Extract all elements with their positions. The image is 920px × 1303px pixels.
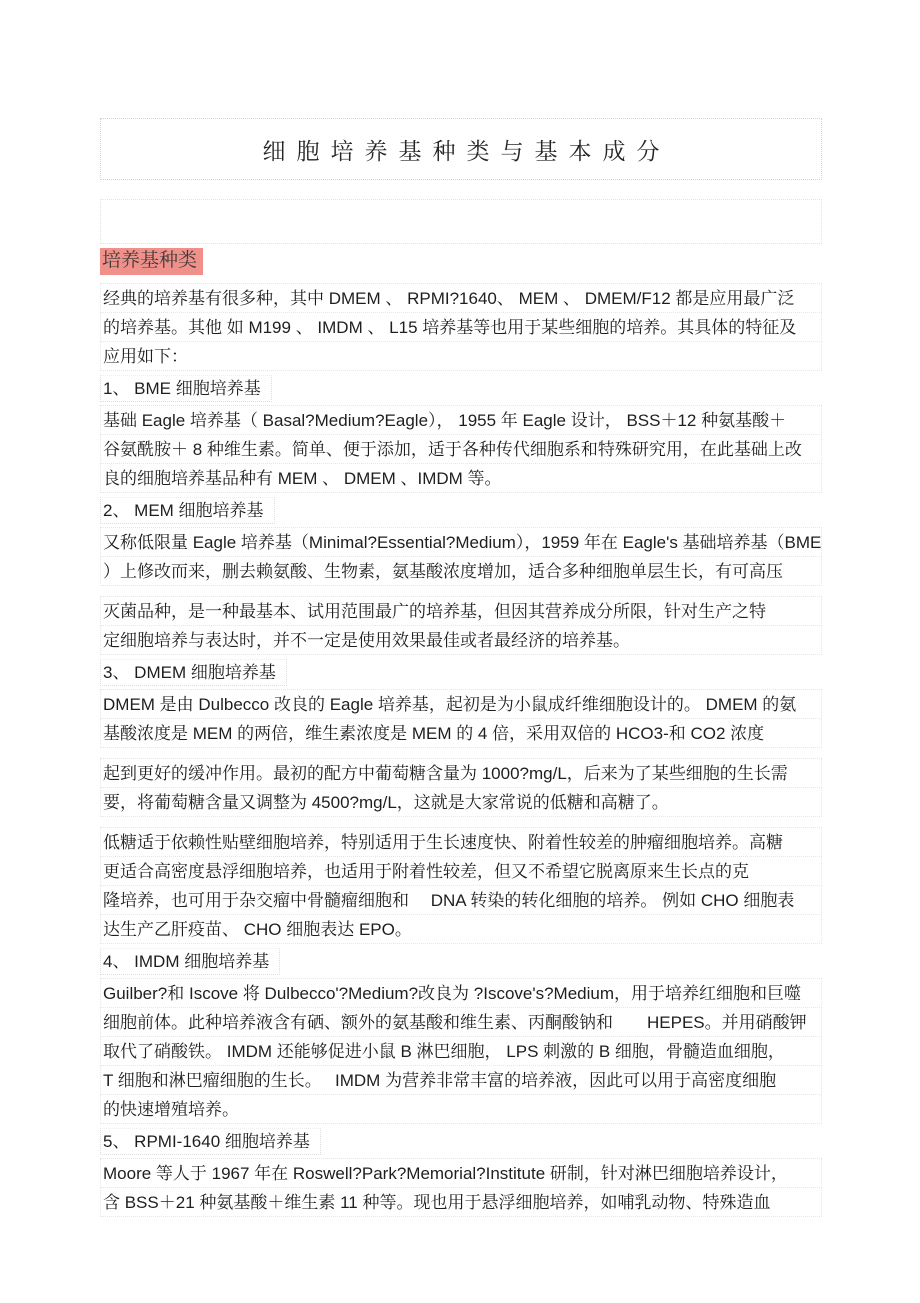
- text-line: 更适合高密度悬浮细胞培养，也适用于附着性较差，但又不希望它脱离原来生长点的克: [100, 856, 822, 886]
- text-line: 取代了硝酸铁。 IMDM 还能够促进小鼠 B 淋巴细胞， LPS 刺激的 B 细胞，骨髓造血细胞，: [100, 1036, 822, 1066]
- section-heading-rpmi-1640: 5、 RPMI-1640 细胞培养基: [100, 1128, 321, 1155]
- text-line: 应用如下：: [100, 341, 822, 371]
- section-heading-row: [100, 1128, 822, 1155]
- empty-paragraph-frame: [100, 199, 822, 244]
- section-heading-dmem: 3、 DMEM 细胞培养基: [100, 659, 287, 686]
- text-line: 含 BSS＋21 种氨基酸＋维生素 11 种等。现也用于悬浮细胞培养，如哺乳动物、特殊造血: [100, 1187, 822, 1217]
- text-line: 的快速增殖培养。: [100, 1094, 822, 1124]
- text-line: 细胞前体。此种培养液含有硒、额外的氨基酸和维生素、丙酮酸钠和 HEPES。并用硝酸钾: [100, 1007, 822, 1037]
- text-line: 灭菌品种，是一种最基本、试用范围最广的培养基，但因其营养成分所限，针对生产之特: [100, 596, 822, 626]
- section-paragraph: [100, 758, 822, 817]
- text-line: DMEM 是由 Dulbecco 改良的 Eagle 培养基，起初是为小鼠成纤维细胞设计的。 DMEM 的氨: [100, 689, 822, 719]
- document-title: 细胞培养基种类与基本成分: [262, 137, 671, 164]
- text-line: 定细胞培养与表达时，并不一定是使用效果最佳或者最经济的培养基。: [100, 625, 822, 655]
- text-line: 要，将葡萄糖含量又调整为 4500?mg/L，这就是大家常说的低糖和高糖了。: [100, 787, 822, 817]
- section-heading-imdm: 4、 IMDM 细胞培养基: [100, 948, 280, 975]
- section-paragraph: [100, 827, 822, 944]
- text-line: 又称低限量 Eagle 培养基（Minimal?Essential?Medium），1959 年在 Eagle's 基础培养基（BME: [100, 527, 822, 557]
- section-heading-mem: 2、 MEM 细胞培养基: [100, 497, 275, 524]
- text-line: ）上修改而来，删去赖氨酸、生物素，氨基酸浓度增加，适合多种细胞单层生长，有可高压: [100, 556, 822, 586]
- text-line: 基酸浓度是 MEM 的两倍，维生素浓度是 MEM 的 4 倍，采用双倍的 HCO3-和 CO2 浓度: [100, 718, 822, 748]
- text-line: 起到更好的缓冲作用。最初的配方中葡萄糖含量为 1000?mg/L，后来为了某些细胞的生长需: [100, 758, 822, 788]
- text-line: 良的细胞培养基品种有 MEM 、 DMEM 、IMDM 等。: [100, 463, 822, 493]
- section-heading-row: [100, 659, 822, 686]
- section-paragraph: [100, 596, 822, 655]
- text-line: 谷氨酰胺＋ 8 种维生素。简单、便于添加，适于各种传代细胞系和特殊研究用，在此基础上改: [100, 434, 822, 464]
- text-line: 低糖适于依赖性贴壁细胞培养，特别适用于生长速度快、附着性较差的肿瘤细胞培养。高糖: [100, 827, 822, 857]
- title-frame: [100, 118, 822, 180]
- text-line: 经典的培养基有很多种，其中 DMEM 、 RPMI?1640、 MEM 、 DMEM/F12 都是应用最广泛: [100, 283, 822, 313]
- text-line: T 细胞和淋巴瘤细胞的生长。 IMDM 为营养非常丰富的培养液，因此可以用于高密度细胞: [100, 1065, 822, 1095]
- document-content: [100, 118, 822, 1218]
- highlight-heading-row: [100, 248, 822, 275]
- text-line: 基础 Eagle 培养基（ Basal?Medium?Eagle）， 1955 年 Eagle 设计， BSS＋12 种氨基酸＋: [100, 405, 822, 435]
- text-line: 隆培养，也可用于杂交瘤中骨髓瘤细胞和 DNA 转染的转化细胞的培养。 例如 CHO 细胞表: [100, 885, 822, 915]
- text-line: Moore 等人于 1967 年在 Roswell?Park?Memorial?Institute 研制，针对淋巴细胞培养设计，: [100, 1158, 822, 1188]
- section-paragraph: [100, 689, 822, 748]
- section-heading-row: [100, 948, 822, 975]
- section-paragraph: [100, 527, 822, 586]
- section-paragraph: [100, 1158, 822, 1217]
- section-paragraph: [100, 405, 822, 493]
- highlighted-heading: 培养基种类: [100, 248, 203, 275]
- section-paragraph: [100, 978, 822, 1124]
- text-line: 的培养基。其他 如 M199 、 IMDM 、 L15 培养基等也用于某些细胞的培养。其具体的特征及: [100, 312, 822, 342]
- section-heading-row: [100, 497, 822, 524]
- text-line: Guilber?和 Iscove 将 Dulbecco'?Medium?改良为 ?Iscove's?Medium，用于培养红细胞和巨噬: [100, 978, 822, 1008]
- intro-paragraph: [100, 283, 822, 371]
- section-heading-bme: 1、 BME 细胞培养基: [100, 375, 272, 402]
- section-heading-row: [100, 375, 822, 402]
- text-line: 达生产乙肝疫苗、 CHO 细胞表达 EPO。: [100, 914, 822, 944]
